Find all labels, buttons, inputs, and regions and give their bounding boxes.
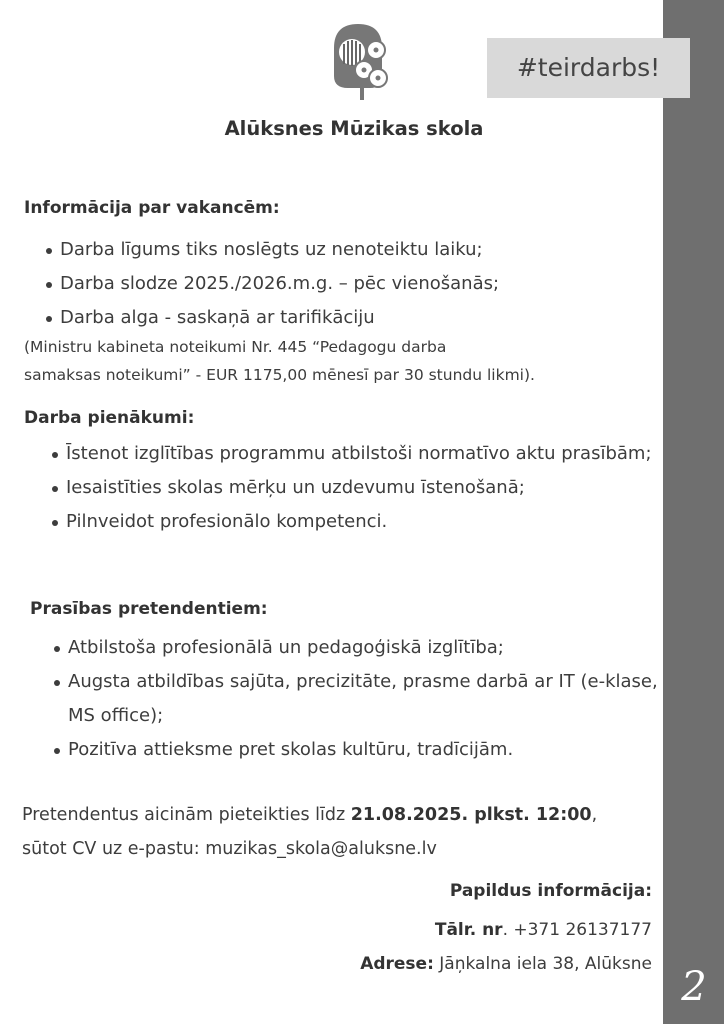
page-number: 2 (681, 964, 707, 1010)
vacancy-heading: Informācija par vakancēm: (24, 198, 280, 218)
contact-address: Adrese: Jāņkalna iela 38, Alūksne (360, 954, 652, 974)
side-bar (663, 0, 724, 1024)
contact-heading: Papildus informācija: (449, 881, 652, 901)
application-deadline: 21.08.2025. plkst. 12:00 (350, 805, 592, 825)
list-item: Atbilstoša profesionālā un pedagoģiskā izglītība; (68, 631, 668, 665)
requirements-list (50, 631, 668, 767)
list-item: Darba alga - saskaņā ar tarifikāciju (60, 301, 660, 335)
school-logo (330, 18, 390, 100)
list-item: Darba slodze 2025./2026.m.g. – pēc vienošanās; (60, 267, 660, 301)
list-item: Iesaistīties skolas mērķu un uzdevumu īstenošanā; (66, 471, 666, 505)
contact-phone: Tālr. nr. +371 26137177 (434, 920, 652, 940)
list-item: Pozitīva attieksme pret skolas kultūru, tradīcijām. (68, 733, 668, 767)
salary-note: (Ministru kabineta noteikumi Nr. 445 “Pedagogu darba samaksas noteikumi” - EUR 1175,00 mēnesī par 30 stundu likmi). (24, 338, 535, 384)
list-item: Augsta atbildības sajūta, precizitāte, prasme darbā ar IT (e-klase, MS office); (68, 665, 668, 733)
hashtag-badge: #teirdarbs! (487, 38, 690, 98)
list-item: Īstenot izglītības programmu atbilstoši normatīvo aktu prasībām; (66, 437, 666, 471)
duties-heading: Darba pienākumi: (24, 408, 195, 428)
vacancy-list (42, 233, 660, 335)
application-email-line: sūtot CV uz e-pastu: muzikas_skola@aluksne.lv (22, 839, 437, 859)
school-name: Alūksnes Mūzikas skola (224, 117, 484, 140)
duties-list (48, 437, 666, 539)
list-item: Pilnveidot profesionālo kompetenci. (66, 505, 666, 539)
list-item: Darba līgums tiks noslēgts uz nenoteiktu laiku; (60, 233, 660, 267)
application-info: Pretendentus aicinām pieteikties līdz 21.08.2025. plkst. 12:00, sūtot CV uz e-pastu: muzikas_skola@aluksne.lv (22, 798, 672, 866)
requirements-heading: Prasības pretendentiem: (30, 599, 268, 619)
